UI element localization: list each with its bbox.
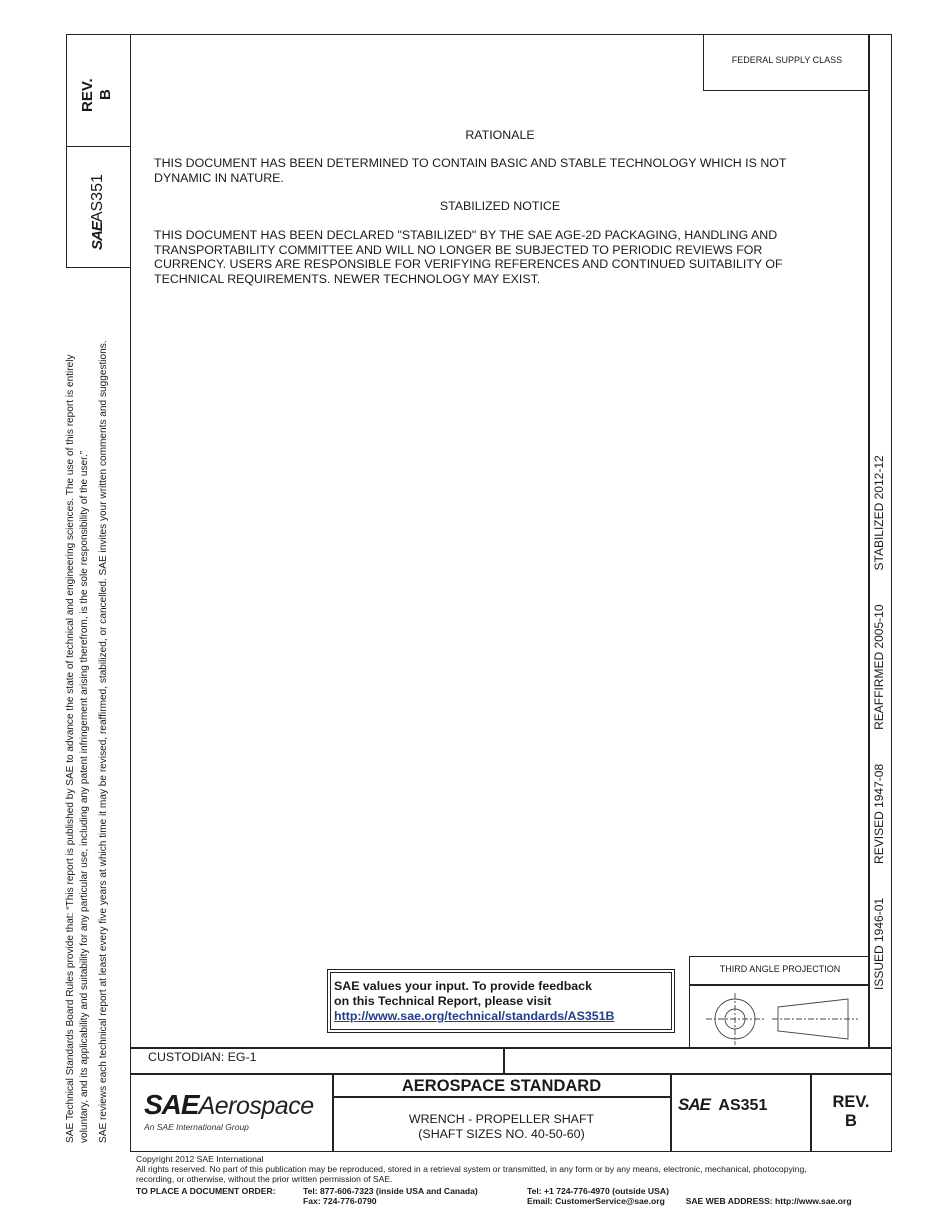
history-stabilized: STABILIZED 2012-12 <box>872 455 886 571</box>
sae-aerospace-logo <box>144 1090 334 1132</box>
feedback-line-2: on this Technical Report, please visit <box>334 994 552 1008</box>
footer-rights-1: All rights reserved. No part of this publication may be reproduced, stored in a retrieval system or transmitted, in any form or by any means, electronic, mechanical, photocopying, <box>136 1164 807 1174</box>
footer-email[interactable]: Email: CustomerService@sae.org <box>527 1196 665 1206</box>
stabilized-text: THIS DOCUMENT HAS BEEN DECLARED "STABILIZED" BY THE SAE AGE-2D PACKAGING, HANDLING AND TRANSPORTABILITY COMMITTEE AND WILL NO LONGER BE SUBJECTED TO PERIODIC REVIEWS FOR CURRENCY. USERS ARE RESPONSIBLE FOR VERIFYING REFERENCES AND CONTINUED SUITABILITY OF TECHNICAL REQUIREMENTS. NEWER TECHNOLOGY MAY EXIST. <box>154 228 783 286</box>
history-dates <box>872 430 886 990</box>
feedback-line-1: SAE values your input. To provide feedback <box>334 979 592 993</box>
disclaimer-line-3: SAE reviews each technical report at least every five years at which time it may be revised, reaffirmed, stabilized, or cancelled. SAE invites your written comments and suggestions. <box>97 340 109 1143</box>
sidebar-doc-number: AS351 <box>89 174 106 223</box>
title-block-top <box>130 1047 892 1049</box>
footer-order-contacts-us <box>303 1186 478 1206</box>
projection-box <box>689 956 870 1048</box>
sidebar-doc <box>88 140 108 250</box>
history-reaffirmed: REAFFIRMED 2005-10 <box>872 604 886 730</box>
logo-tagline: An SAE International Group <box>144 1122 249 1132</box>
standard-type: AEROSPACE STANDARD <box>401 1077 602 1095</box>
title-doc-number <box>678 1095 767 1115</box>
custodian: CUSTODIAN: EG-1 <box>148 1050 257 1064</box>
footer-order-label: TO PLACE A DOCUMENT ORDER: <box>136 1186 276 1196</box>
footer-order-contacts-intl <box>527 1186 852 1206</box>
footer-rights-2: recording, or otherwise, without the prior written permission of SAE. <box>136 1174 393 1184</box>
footer-web[interactable]: SAE WEB ADDRESS: http://www.sae.org <box>685 1196 852 1206</box>
sidebar-disclaimer <box>64 283 110 1143</box>
projection-label: THIRD ANGLE PROJECTION <box>719 964 841 974</box>
title-sae-logo: SAE <box>678 1095 710 1114</box>
logo-aerospace: Aerospace <box>198 1092 314 1120</box>
footer-tel-us: Tel: 877-606-7323 (inside USA and Canada) <box>303 1186 478 1196</box>
document-title <box>333 1112 670 1141</box>
history-issued: ISSUED 1946-01 <box>872 897 886 990</box>
title-rev-label: REV. <box>832 1093 870 1111</box>
rationale-text: THIS DOCUMENT HAS BEEN DETERMINED TO CONTAIN BASIC AND STABLE TECHNOLOGY WHICH IS NOT DYNAMIC IN NATURE. <box>154 156 787 185</box>
footer-fax: Fax: 724-776-0790 <box>303 1196 377 1206</box>
title-doc-number-text: AS351 <box>718 1097 768 1114</box>
title-rev <box>811 1093 891 1131</box>
footer <box>136 1154 896 1184</box>
title-line-1: WRENCH - PROPELLER SHAFT <box>408 1112 595 1126</box>
disclaimer-line-2: voluntary, and its applicability and suitability for any particular use, including any patent infringement arising therefrom, is the sole responsibility of the user.” <box>78 450 90 1143</box>
feedback-box <box>327 969 675 1033</box>
federal-supply-box <box>703 34 870 91</box>
feedback-link[interactable]: http://www.sae.org/technical/standards/AS351B <box>334 1009 615 1023</box>
disclaimer-line-1: SAE Technical Standards Board Rules provide that: “This report is published by SAE to advance the state of technical and engineering sciences. The use of this report is entirely <box>65 354 76 1143</box>
history-column-divider <box>868 34 870 1048</box>
history-revised: REVISED 1947-08 <box>872 763 886 864</box>
sidebar-sae-logo: SAE <box>89 222 106 250</box>
projection-symbol <box>692 987 868 1049</box>
title-line-2: (SHAFT SIZES NO. 40-50-60) <box>418 1126 585 1141</box>
footer-copyright: Copyright 2012 SAE International <box>136 1154 264 1164</box>
sidebar-rev <box>79 32 115 112</box>
rationale-heading: RATIONALE <box>465 128 535 142</box>
sidebar-rev-label: REV. <box>79 78 96 112</box>
sidebar-rev-value: B <box>97 89 114 100</box>
title-rev-value: B <box>845 1112 857 1130</box>
stabilized-heading: STABILIZED NOTICE <box>439 199 561 213</box>
logo-sae: SAE <box>144 1089 199 1120</box>
footer-tel-intl: Tel: +1 724-776-4970 (outside USA) <box>527 1186 669 1196</box>
federal-supply-label: FEDERAL SUPPLY CLASS <box>731 55 843 65</box>
